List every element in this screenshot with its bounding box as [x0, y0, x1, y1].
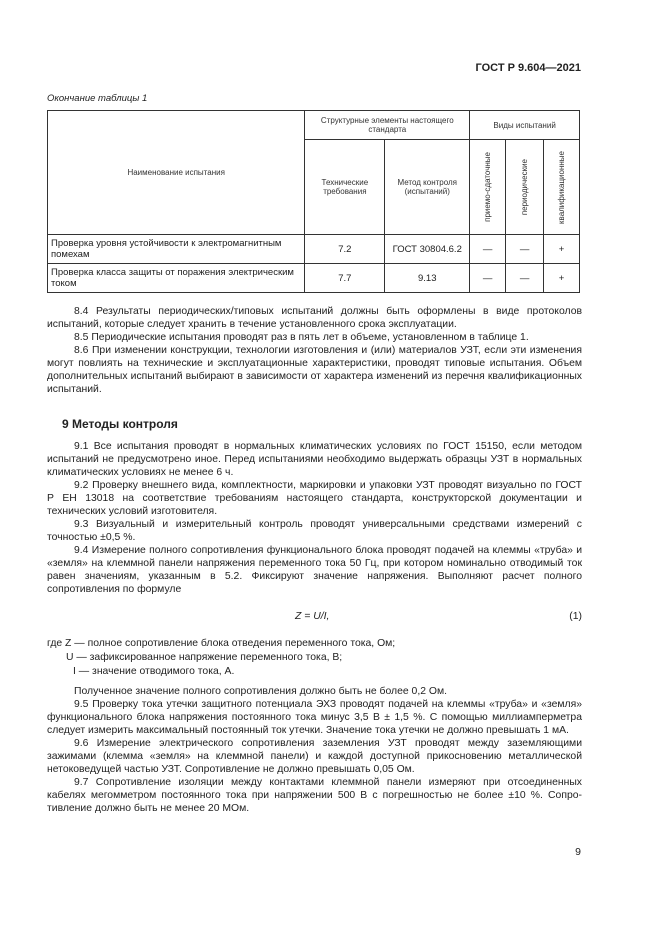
paragraphs-bottom	[47, 685, 582, 815]
paragraphs-top	[47, 305, 582, 396]
section-title: 9 Методы контроля	[62, 417, 178, 431]
cell-acceptance: —	[470, 264, 506, 293]
paragraph: 9.1 Все испытания проводят в нормальных климатических условиях по ГОСТ 15150, если методом испытаний не предусмотрено иное. Перед испытаниями необходимо выдержать образцы УЗТ в нормальных климатических условиях не менее 6 ч.	[47, 441, 582, 478]
paragraph: 8.5 Периодические испытания проводят раз в пять лет в объеме, установленном в таблице 1.	[74, 332, 529, 343]
formula-text: Z = U/I,	[295, 611, 330, 622]
tests-table	[47, 110, 580, 293]
paragraph: 9.6 Измерение электрического сопротивления заземления УЗТ проводят между заземляющими зажимами (клемма «земля» на клеммной панели) и каждой доступной прикосновению металлической нетоковедущей частью УЗТ. Сопротивление не должно превышать 0,05 Ом.	[47, 738, 582, 775]
paragraph: Полученное значение полного сопротивления должно быть не более 0,2 Ом.	[74, 686, 447, 697]
col-group-struct: Структурные элементы настоящего стандарта	[305, 111, 470, 140]
cell-qualification: +	[544, 235, 580, 264]
cell-method: 9.13	[385, 264, 470, 293]
page-number: 9	[575, 846, 581, 858]
legend-item: где Z — полное сопротивление блока отведения переменного тока, Ом;	[47, 638, 396, 649]
col-header-periodic: периодические	[520, 158, 530, 216]
paragraph: 9.5 Проверку тока утечки защитного потенциала ЭХЗ проводят подачей на клеммы «труба» и «земля» функционального блока напряжения постоянного тока минус 3,5 В ± 1,5 %. С помощью миллиамперметра следует измерить максимальный постоянный ток утечки. Значение тока утечки не должно превышать 1 мА.	[47, 699, 582, 736]
col-header-qualification: квалификационные	[557, 150, 567, 224]
cell-periodic: —	[506, 235, 544, 264]
table-row	[48, 264, 580, 293]
table-caption: Окончание таблицы 1	[47, 93, 148, 104]
paragraph: 9.3 Визуальный и измерительный контроль проводят универсальными средствами измерений с точностью ±0,5 %.	[47, 519, 582, 543]
paragraph: 8.6 При изменении конструкции, технологии изготовления и (или) материалов УЗТ, если эти изменения могут повлиять на технические и эксплуатационные характеристики, проводят типовые испытания. Объем дополнительных испытаний выбирают в зависимости от характера изменений из перечня квалификационных испытаний.	[47, 345, 582, 395]
paragraph: 8.4 Результаты периодических/типовых испытаний должны быть оформлены в виде протоколов испытаний, которые следует хранить в течение установленного срока эксплуатации.	[47, 306, 582, 330]
cell-acceptance: —	[470, 235, 506, 264]
cell-qualification: +	[544, 264, 580, 293]
legend-item: I — значение отводимого тока, А.	[73, 666, 235, 677]
document-header: ГОСТ Р 9.604—2021	[475, 62, 581, 74]
formula-number: (1)	[569, 611, 582, 622]
paragraph: 9.7 Сопротивление изоляции между контактами клеммной панели измеряют при отсоединенных кабелях мегомметром постоянного тока при напряжении 500 В с погрешностью не более ±10 %. Сопротивление должно быть не менее 20 МОм.	[47, 777, 582, 814]
paragraph: 9.4 Измерение полного сопротивления функционального блока проводят подачей на клеммы «труба» и «земля» на клеммной панели напряжения переменного тока 50 Гц, при котором номинально отводимый ток равен значениям, указанным в 5.2. Фиксируют значение напряжения. Выполняют расчет полного сопротивления по формуле	[47, 545, 582, 595]
formula-legend	[47, 637, 395, 679]
col-header-method: Метод контроля (испытаний)	[385, 140, 470, 235]
cell-name: Проверка уровня устойчивости к электромагнитным помехам	[48, 235, 305, 264]
col-header-name: Наименование испытания	[48, 111, 305, 235]
legend-item: U — зафиксированное напряжение переменного тока, В;	[66, 652, 343, 663]
table-row	[48, 235, 580, 264]
col-header-tech: Технические требования	[305, 140, 385, 235]
cell-method: ГОСТ 30804.6.2	[385, 235, 470, 264]
cell-tech: 7.7	[305, 264, 385, 293]
col-group-types: Виды испытаний	[470, 111, 580, 140]
cell-name: Проверка класса защиты от поражения электрическим током	[48, 264, 305, 293]
paragraphs-mid	[47, 440, 582, 596]
col-header-acceptance: приемо-сдаточные	[483, 152, 493, 222]
cell-tech: 7.2	[305, 235, 385, 264]
paragraph: 9.2 Проверку внешнего вида, комплектности, маркировки и упаковки УЗТ проводят визуально по ГОСТ Р ЕН 13018 на соответствие требованиям настоящего стандарта, конструкторской документации и технических условий изготовителя.	[47, 480, 582, 517]
cell-periodic: —	[506, 264, 544, 293]
